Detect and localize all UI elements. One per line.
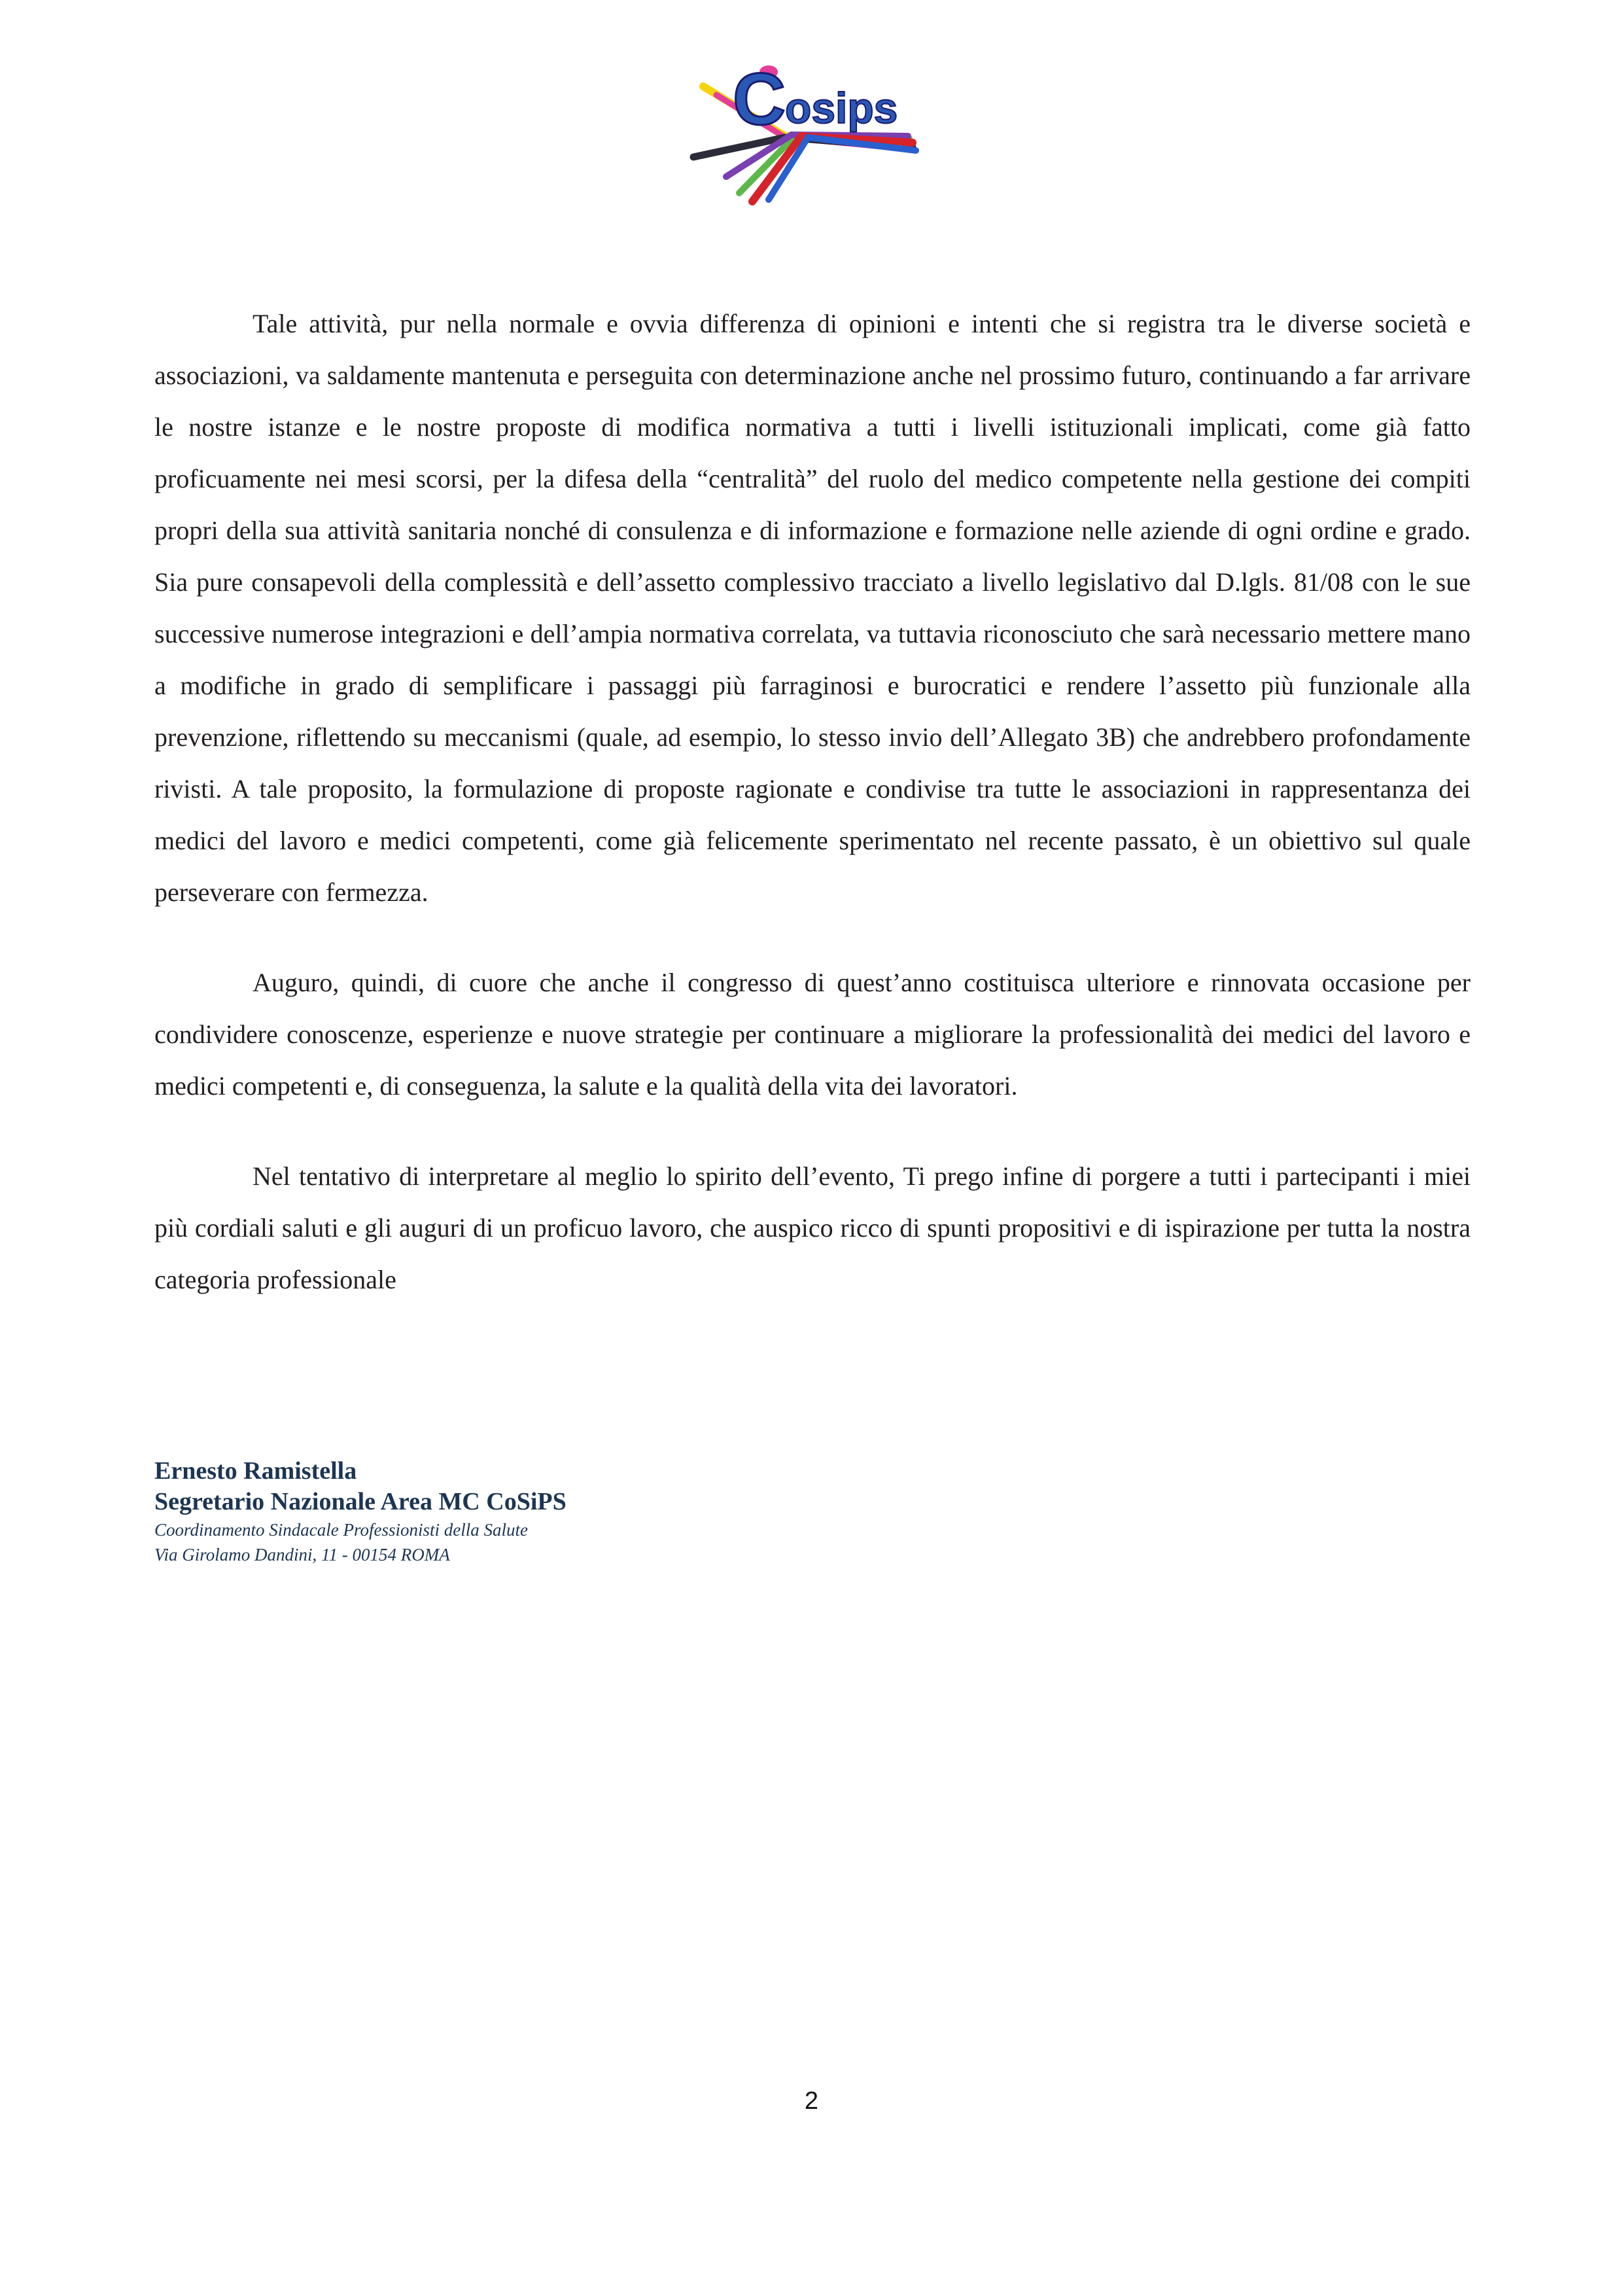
cosips-logo — [687, 59, 922, 209]
signatory-name: Ernesto Ramistella — [154, 1457, 357, 1485]
logo-letters-osips: osips — [785, 84, 898, 132]
body-paragraph: Tale attività, pur nella normale e ovvia differenza di opinioni e intenti che si registra tra le diverse società e associazioni, va saldamente mantenuta e perseguita con determinazione anche nel prossimo futuro, continuando a far arrivare le nostre istanze e le nostre proposte di modifica normativa a tutti i livelli istituzionali implicati, come già fatto proficuamente nei mesi scorsi, per la difesa della “centralità” del ruolo del medico competente nella gestione dei compiti propri della sua attività sanitaria nonché di consulenza e di informazione e formazione nelle aziende di ogni ordine e grado. Sia pure consapevoli della complessità e dell’assetto complessivo tracciato a livello legislativo dal D.lgls. 81/08 con le sue successive numerose integrazioni e dell’ampia normativa correlata, va tuttavia riconosciuto che sarà necessario mettere mano a modifiche in grado di semplificare i passaggi più farraginosi e burocratici e rendere l’assetto più funzionale alla prevenzione, riflettendo su meccanismi (quale, ad esempio, lo stesso invio dell’Allegato 3B) che andrebbero profondamente rivisti. A tale proposito, la formulazione di proposte ragionate e condivise tra tutte le associazioni in rappresentanza dei medici del lavoro e medici competenti, come già felicemente sperimentato nel recente passato, è un obiettivo sul quale perseverare con fermezza. — [154, 309, 1471, 907]
body-paragraph: Auguro, quindi, di cuore che anche il congresso di quest’anno costituisca ulteriore e rinnovata occasione per condividere conoscenze, esperienze e nuove strategie per continuare a migliorare la professionalità dei medici del lavoro e medici competenti e, di conseguenza, la salute e la qualità della vita dei lavoratori. — [154, 968, 1471, 1101]
logo-letter-c: C — [733, 59, 786, 140]
body-paragraph: Nel tentativo di interpretare al meglio lo spirito dell’evento, Ti prego infine di porgere a tutti i partecipanti i miei più cordiali saluti e gli auguri di un proficuo lavoro, che auspico ricco di spunti propositivi e di ispirazione per tutta la nostra categoria professionale — [154, 1161, 1471, 1294]
organization-address: Via Girolamo Dandini, 11 - 00154 ROMA — [154, 1545, 450, 1564]
cosips-logo-icon — [687, 59, 922, 209]
letter-body — [154, 298, 1471, 1305]
signatory-title: Segretario Nazionale Area MC CoSiPS — [154, 1488, 567, 1515]
page-number: 2 — [804, 2087, 819, 2115]
signature-block — [154, 1456, 1070, 1567]
organization-name: Coordinamento Sindacale Professionisti della Salute — [154, 1520, 528, 1540]
